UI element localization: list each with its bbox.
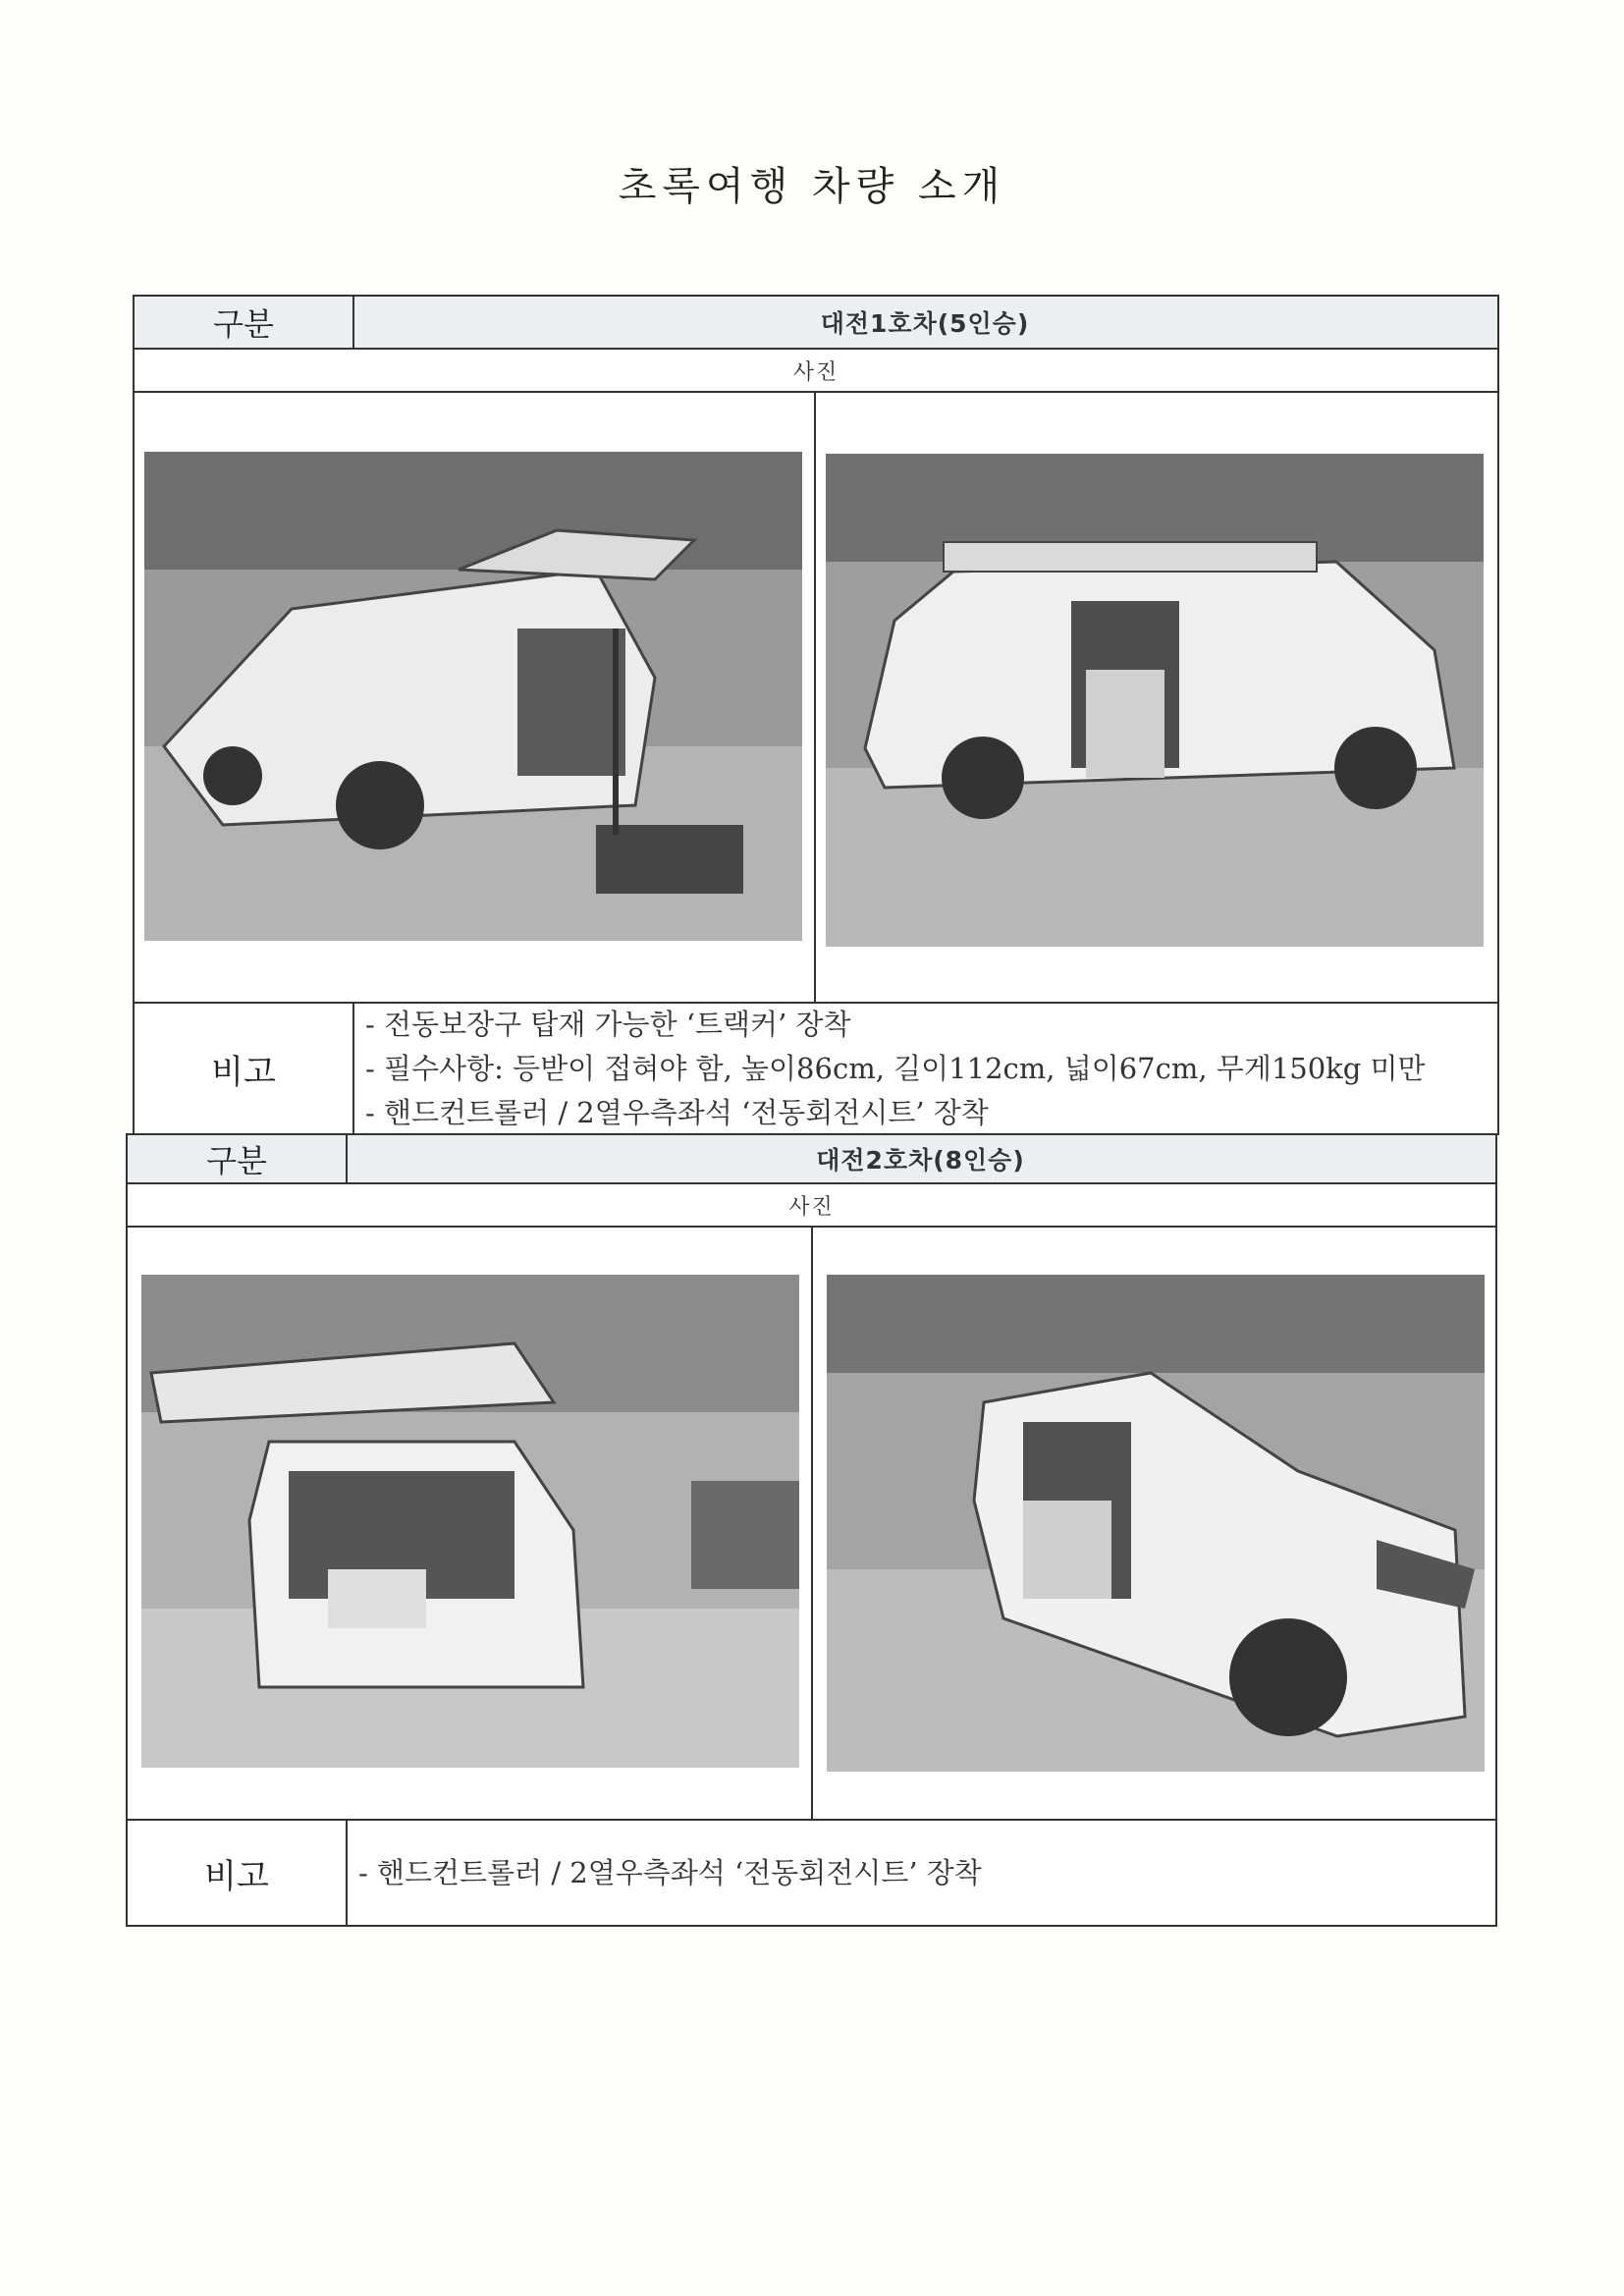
note-row	[128, 1821, 1495, 1925]
photo-row	[135, 393, 1497, 1004]
vehicle-name: 대전1호차(5인승)	[820, 309, 1030, 338]
note-label: 비고	[135, 1004, 354, 1133]
photo-divider	[814, 393, 816, 1002]
photo-row	[128, 1228, 1495, 1821]
vehicle-photo-front-side	[827, 1275, 1485, 1772]
note-lines	[358, 1821, 1486, 1925]
vehicle-photo-rear	[141, 1275, 799, 1768]
vehicle-photo-side	[826, 454, 1484, 947]
note-line: - 전동보장구 탑재 가능한 ‘트랙커’ 장착	[365, 1007, 851, 1041]
category-label: 구분	[128, 1135, 348, 1182]
category-row	[128, 1135, 1495, 1184]
vehicle-photo-rear	[144, 452, 802, 941]
note-line: - 핸드컨트롤러 / 2열우측좌석 ‘전동회전시트’ 장착	[358, 1855, 982, 1889]
vehicle-table-2	[126, 1133, 1497, 1927]
vehicle-name: 대전2호차(8인승)	[816, 1146, 1025, 1175]
note-lines	[365, 1004, 1488, 1133]
category-label: 구분	[135, 297, 354, 348]
note-line: - 핸드컨트롤러 / 2열우측좌석 ‘전동회전시트’ 장착	[365, 1095, 989, 1129]
photo-header: 사진	[128, 1184, 1495, 1228]
note-row	[135, 1004, 1497, 1133]
category-row	[135, 297, 1497, 350]
document-title: 초록여행 차량 소개	[618, 164, 1006, 209]
note-label: 비고	[128, 1821, 348, 1925]
vehicle-table-1	[133, 295, 1499, 1135]
photo-header: 사진	[135, 350, 1497, 393]
photo-divider	[811, 1228, 813, 1819]
note-line: - 필수사항: 등받이 접혀야 함, 높이86cm, 길이112cm, 넓이67cm, 무게150kg 미만	[365, 1051, 1426, 1085]
